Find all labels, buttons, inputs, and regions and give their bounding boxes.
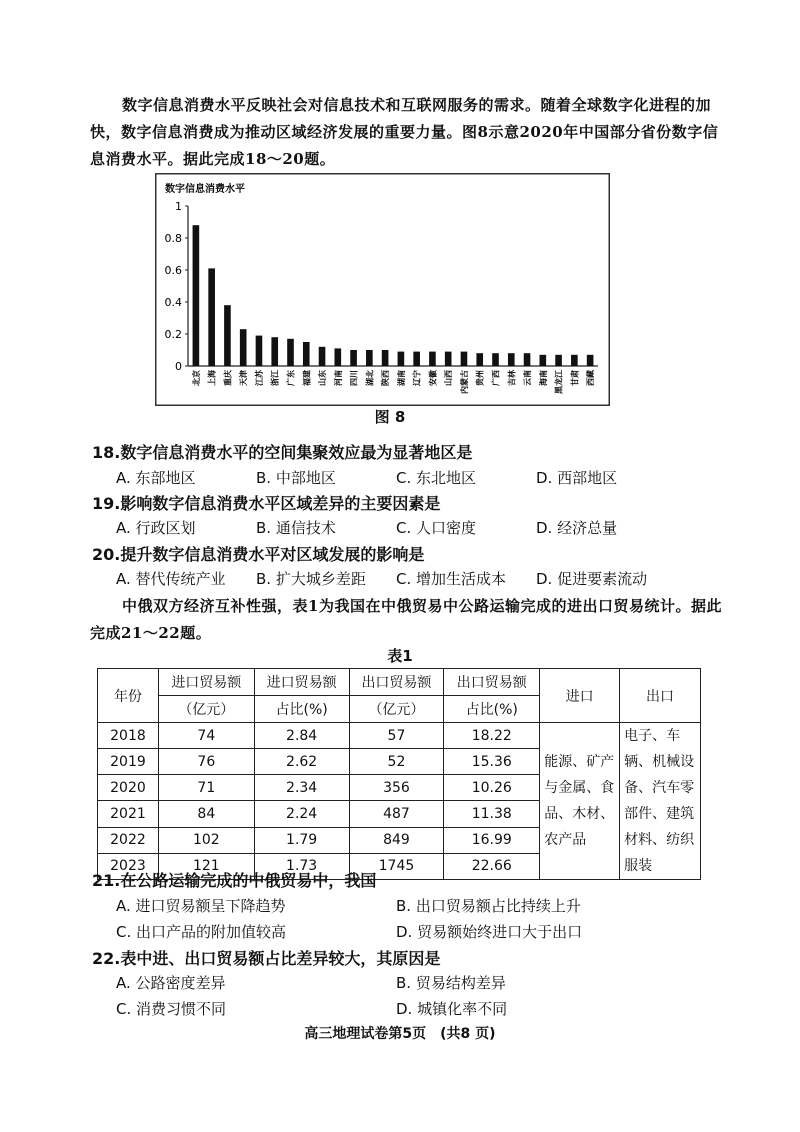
- header-export-goods: 出口: [620, 669, 701, 723]
- subheader-import-amount: （亿元）: [158, 696, 254, 723]
- cell-export-goods: 电子、车辆、机械设备、汽车零部件、建筑材料、纺织服装: [620, 723, 701, 880]
- question-20-stem: 20.提升数字信息消费水平对区域发展的影响是: [92, 545, 425, 564]
- x-tick-label: 广东: [286, 370, 296, 386]
- cell-import-amount: 102: [158, 827, 254, 853]
- cell-export-amount: 356: [349, 775, 444, 801]
- x-tick-label: 黑龙江: [554, 370, 564, 394]
- trade-table: [97, 668, 701, 880]
- x-tick-label: 四川: [349, 370, 359, 386]
- x-tick-label: 辽宁: [412, 370, 422, 386]
- bar-江苏: [256, 336, 263, 366]
- bar-山东: [319, 347, 326, 366]
- header-import-goods: 进口: [540, 669, 620, 723]
- bar-西藏: [587, 355, 594, 366]
- table-row: [98, 723, 701, 749]
- subheader-import-share: 占比(%): [254, 696, 349, 723]
- bar-河南: [334, 348, 341, 366]
- q18-option-c[interactable]: C. 东北地区: [396, 469, 477, 487]
- cell-import-share: 1.79: [254, 827, 349, 853]
- x-tick-label: 福建: [302, 370, 312, 386]
- q20-option-c[interactable]: C. 增加生活成本: [396, 570, 507, 588]
- table-title: 表1: [387, 647, 413, 665]
- intro-paragraph-1: 数字信息消费水平反映社会对信息技术和互联网服务的需求。随着全球数字化进程的加快，数字信息消费成为推动区域经济发展的重要力量。图8示意2020年中国部分省份数字信息消费水平。据此完成18～20题。: [90, 96, 719, 168]
- cell-year: 2019: [98, 749, 159, 775]
- y-tick-label: 1: [175, 200, 182, 213]
- x-tick-label: 陕西: [381, 370, 391, 386]
- q22-option-d[interactable]: D. 城镇化率不同: [396, 1000, 508, 1018]
- q21-option-c[interactable]: C. 出口产品的附加值较高: [116, 923, 287, 941]
- cell-import-share: 2.24: [254, 801, 349, 827]
- bar-贵州: [476, 353, 483, 366]
- cell-year: 2020: [98, 775, 159, 801]
- cell-export-share: 16.99: [444, 827, 540, 853]
- cell-export-share: 22.66: [444, 853, 540, 879]
- chart-title: 数字信息消费水平: [165, 184, 245, 195]
- cell-import-amount: 121: [158, 853, 254, 879]
- cell-export-amount: 52: [349, 749, 444, 775]
- bar-甘肃: [571, 355, 578, 366]
- subheader-export-share: 占比(%): [444, 696, 540, 723]
- cell-import-share: 2.34: [254, 775, 349, 801]
- cell-export-share: 11.38: [444, 801, 540, 827]
- q18-option-a[interactable]: A. 东部地区: [116, 469, 196, 487]
- question-18-stem: 18.数字信息消费水平的空间集聚效应最为显著地区是: [92, 443, 473, 462]
- bar-chart: [155, 173, 610, 406]
- x-tick-label: 浙江: [270, 370, 280, 386]
- intro-paragraph-2: 中俄双方经济互补性强，表1为我国在中俄贸易中公路运输完成的进出口贸易统计。据此完成21～22题。: [90, 597, 722, 642]
- x-tick-label: 内蒙古: [459, 370, 469, 394]
- header-year: 年份: [98, 669, 159, 723]
- cell-export-share: 10.26: [444, 775, 540, 801]
- x-tick-label: 海南: [538, 370, 548, 386]
- cell-import-goods: 能源、矿产与金属、食品、木材、农产品: [540, 723, 620, 880]
- x-tick-label: 西藏: [586, 370, 596, 386]
- y-tick-label: 0: [175, 360, 182, 373]
- bar-广东: [287, 339, 294, 366]
- x-tick-label: 北京: [191, 370, 201, 386]
- x-tick-label: 天津: [239, 370, 249, 386]
- q21-option-b[interactable]: B. 出口贸易额占比持续上升: [396, 897, 581, 915]
- subheader-export-amount: （亿元）: [349, 696, 444, 723]
- bar-陕西: [382, 350, 389, 366]
- cell-export-amount: 57: [349, 723, 444, 749]
- q21-option-a[interactable]: A. 进口贸易额呈下降趋势: [116, 897, 286, 915]
- cell-export-share: 15.36: [444, 749, 540, 775]
- cell-import-amount: 76: [158, 749, 254, 775]
- bar-重庆: [224, 305, 231, 366]
- cell-export-amount: 849: [349, 827, 444, 853]
- cell-import-amount: 74: [158, 723, 254, 749]
- x-tick-label: 江苏: [254, 370, 264, 386]
- q20-option-b[interactable]: B. 扩大城乡差距: [256, 570, 366, 588]
- bar-湖南: [398, 352, 405, 366]
- header-import-share: 进口贸易额: [254, 669, 349, 696]
- q20-option-a[interactable]: A. 替代传统产业: [116, 570, 226, 588]
- bar-山西: [445, 352, 452, 366]
- cell-import-amount: 71: [158, 775, 254, 801]
- bar-四川: [350, 350, 357, 366]
- q18-option-d[interactable]: D. 西部地区: [536, 469, 618, 487]
- cell-import-share: 2.84: [254, 723, 349, 749]
- y-tick-label: 0.2: [164, 328, 182, 341]
- bar-上海: [208, 268, 215, 366]
- cell-import-amount: 84: [158, 801, 254, 827]
- question-19-stem: 19.影响数字信息消费水平区域差异的主要因素是: [92, 494, 441, 513]
- x-tick-label: 甘肃: [570, 370, 580, 386]
- header-export-share: 出口贸易额: [444, 669, 540, 696]
- bar-辽宁: [413, 352, 420, 366]
- cell-import-share: 2.62: [254, 749, 349, 775]
- q18-option-b[interactable]: B. 中部地区: [256, 469, 336, 487]
- q19-option-b[interactable]: B. 通信技术: [256, 519, 336, 537]
- q19-option-c[interactable]: C. 人口密度: [396, 519, 477, 537]
- x-tick-label: 湖南: [396, 370, 406, 386]
- cell-year: 2021: [98, 801, 159, 827]
- y-tick-label: 0.4: [164, 296, 182, 309]
- x-tick-label: 上海: [207, 370, 217, 386]
- bar-吉林: [508, 353, 515, 366]
- cell-year: 2023: [98, 853, 159, 879]
- q22-option-a[interactable]: A. 公路密度差异: [116, 974, 226, 992]
- q19-option-a[interactable]: A. 行政区划: [116, 519, 196, 537]
- q22-option-b[interactable]: B. 贸易结构差异: [396, 974, 506, 992]
- cell-year: 2018: [98, 723, 159, 749]
- y-tick-label: 0.8: [164, 232, 182, 245]
- bar-湖北: [366, 350, 373, 366]
- cell-export-amount: 487: [349, 801, 444, 827]
- y-tick-label: 0.6: [164, 264, 182, 277]
- x-tick-label: 云南: [523, 370, 533, 386]
- bar-北京: [193, 225, 200, 366]
- x-tick-label: 山西: [444, 370, 454, 386]
- cell-import-share: 1.73: [254, 853, 349, 879]
- q21-option-d[interactable]: D. 贸易额始终进口大于出口: [396, 923, 583, 941]
- x-tick-label: 吉林: [507, 370, 517, 386]
- question-22-stem: 22.表中进、出口贸易额占比差异较大，其原因是: [92, 949, 441, 968]
- bar-广西: [492, 353, 499, 366]
- cell-export-amount: 1745: [349, 853, 444, 879]
- bar-安徽: [429, 352, 436, 366]
- x-tick-label: 安徽: [428, 370, 438, 386]
- x-tick-label: 湖北: [365, 370, 375, 386]
- header-import-amount: 进口贸易额: [158, 669, 254, 696]
- header-export-amount: 出口贸易额: [349, 669, 444, 696]
- x-tick-label: 贵州: [475, 370, 485, 386]
- page-footer: 高三地理试卷第5页 (共8 页): [304, 1026, 496, 1042]
- cell-export-share: 18.22: [444, 723, 540, 749]
- bar-福建: [303, 342, 310, 366]
- q20-option-d[interactable]: D. 促进要素流动: [536, 570, 648, 588]
- bar-黑龙江: [555, 355, 562, 366]
- q22-option-c[interactable]: C. 消费习惯不同: [116, 1000, 227, 1018]
- bar-内蒙古: [461, 352, 468, 366]
- x-tick-label: 广西: [491, 370, 501, 386]
- x-tick-label: 重庆: [223, 370, 233, 386]
- bar-海南: [539, 355, 546, 366]
- bar-浙江: [271, 337, 278, 366]
- question-21-stem: 21.在公路运输完成的中俄贸易中，我国: [92, 871, 377, 890]
- cell-year: 2022: [98, 827, 159, 853]
- x-tick-label: 山东: [318, 370, 328, 386]
- x-tick-label: 河南: [333, 370, 343, 386]
- bar-天津: [240, 329, 247, 366]
- bar-云南: [524, 353, 531, 366]
- q19-option-d[interactable]: D. 经济总量: [536, 519, 618, 537]
- figure-caption: 图 8: [374, 408, 406, 426]
